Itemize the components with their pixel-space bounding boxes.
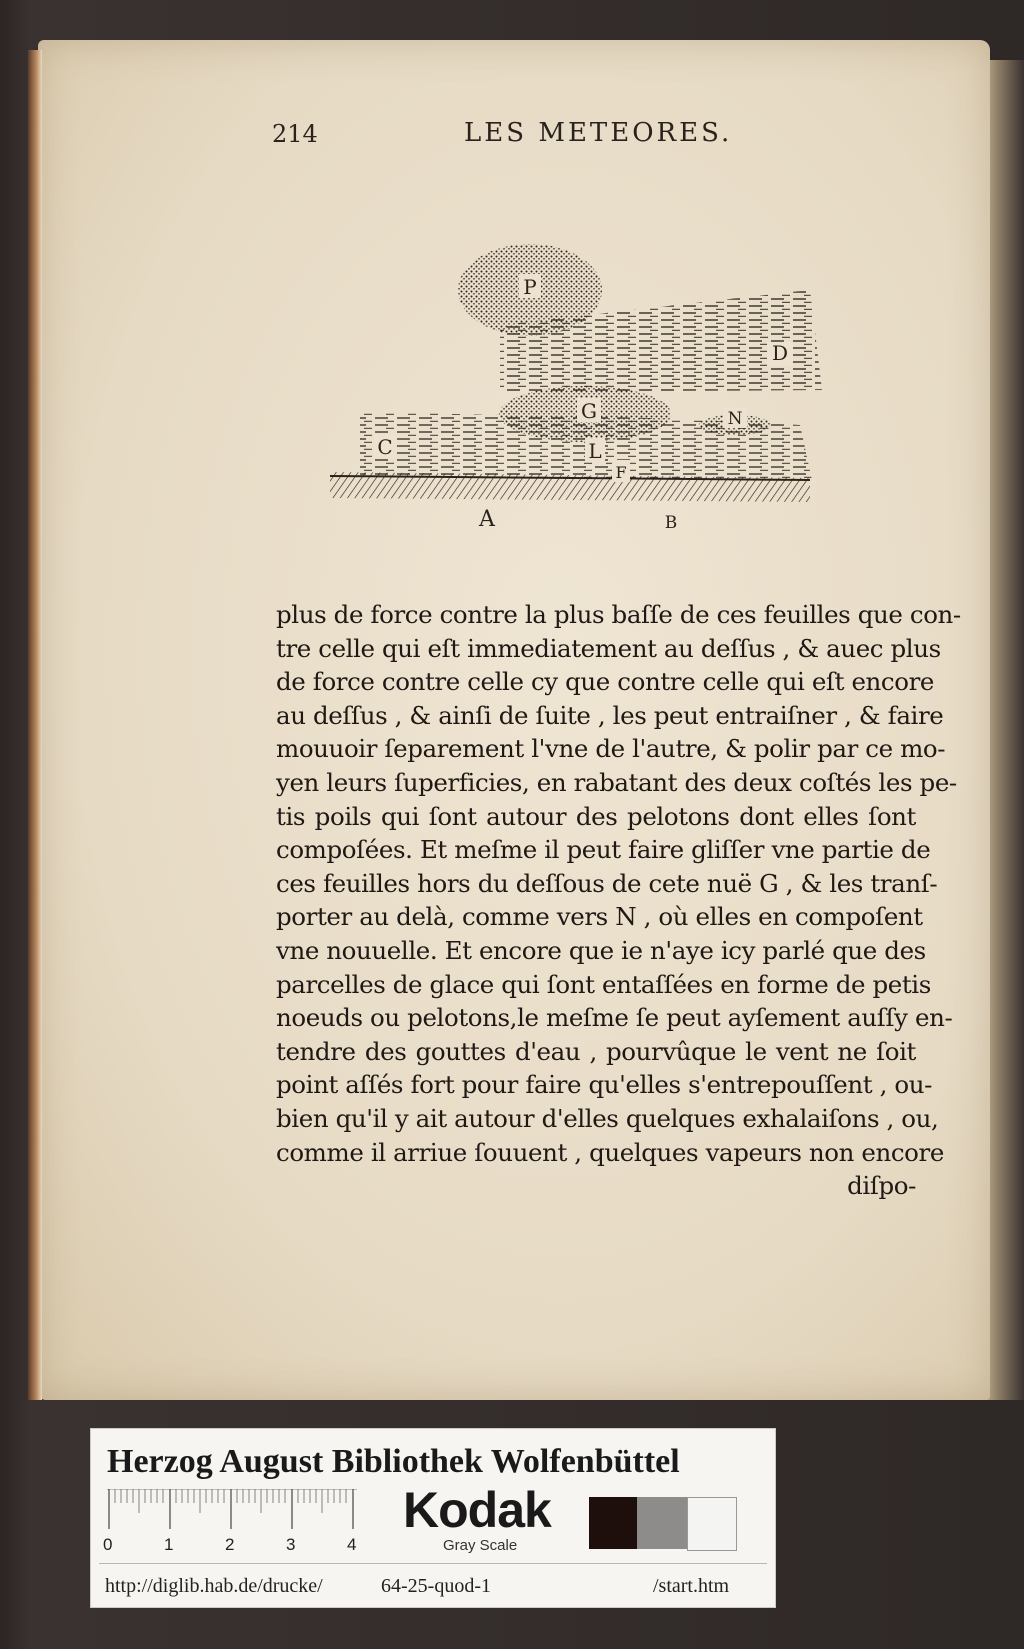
page-header xyxy=(272,112,912,152)
label-g: G xyxy=(581,399,597,423)
cloud-diagram xyxy=(330,240,890,560)
url-id: 64-25-quod-1 xyxy=(381,1575,491,1597)
gray-swatch-black xyxy=(589,1497,637,1549)
text-line: de force contre celle cy que contre celle qui eſt encore xyxy=(276,667,935,697)
url-base: http://diglib.hab.de/drucke/ xyxy=(105,1575,323,1597)
text-line: yen leurs ſuperficies, en rabatant des deux coſtés les pe- xyxy=(276,767,957,797)
text-line: compoſées. Et meſme il peut faire gliſſer vne partie de xyxy=(276,835,931,865)
text-line: vne nouuelle. Et encore que ie n'aye icy parlé que des xyxy=(276,935,926,965)
label-d: D xyxy=(771,341,789,365)
gray-scale-label: Gray Scale xyxy=(443,1537,518,1554)
text-line: bien qu'il y ait autour d'elles quelques exhalaiſons , ou, xyxy=(276,1103,939,1133)
label-c: C xyxy=(377,435,393,459)
scale-number: 3 xyxy=(286,1535,296,1554)
text-line: plus de force contre la plus baſſe de ces feuilles que con- xyxy=(276,600,961,629)
library-name: Herzog August Bibliothek Wolfenbüttel xyxy=(107,1443,680,1480)
text-line: noeuds ou pelotons,le meſme ſe peut ayſement auſſy en- xyxy=(276,1003,953,1033)
running-title: LES METEORES. xyxy=(464,118,733,148)
label-b: B xyxy=(664,513,678,533)
ruler xyxy=(107,1489,357,1533)
scale-number: 0 xyxy=(103,1535,113,1554)
text-line: tendre des gouttes d'eau , pourvûque le vent ne ſoit xyxy=(276,1036,916,1066)
text-line: point aſſés fort pour faire qu'elles s'entrepouſſent , ou- xyxy=(276,1070,932,1100)
folio-number: 214 xyxy=(272,120,318,148)
color-reference-card xyxy=(90,1428,776,1608)
scale-number: 4 xyxy=(347,1535,357,1554)
text-line: comme il arriue ſouuent , quelques vapeurs non encore xyxy=(276,1137,944,1167)
text-line: parcelles de glace qui ſont entaſſées en forme de petis xyxy=(276,969,931,999)
scale-number: 1 xyxy=(164,1535,174,1554)
gray-swatch-mid xyxy=(637,1497,687,1549)
page-edge-left xyxy=(28,50,42,1400)
text-line: tis poils qui ſont autour des pelotons dont elles ſont xyxy=(276,801,916,831)
text-line: tre celle qui eſt immediatement au deſſus , & auec plus xyxy=(276,633,941,663)
scale-number: 2 xyxy=(225,1535,235,1554)
label-l: L xyxy=(588,439,602,463)
label-p: P xyxy=(523,275,537,299)
card-divider xyxy=(99,1563,767,1564)
text-line: ces feuilles hors du deſſous de cete nuë G , & les tranſ- xyxy=(276,868,938,898)
url-file: /start.htm xyxy=(653,1575,730,1597)
kodak-logo: Kodak xyxy=(403,1482,551,1538)
text-line: mouuoir ſeparement l'vne de l'autre, & polir par ce mo- xyxy=(276,734,946,764)
text-line: au deſſus , & ainſi de ſuite , les peut entraiſner , & faire xyxy=(276,700,944,730)
label-f: F xyxy=(615,463,627,482)
label-n: N xyxy=(727,409,743,429)
text-line: porter au delà, comme vers N , où elles en compoſent xyxy=(276,902,923,932)
catchword: diſpo- xyxy=(847,1171,916,1201)
body-text xyxy=(276,598,961,1203)
gray-swatch-white xyxy=(687,1497,737,1551)
label-a: A xyxy=(479,507,495,532)
